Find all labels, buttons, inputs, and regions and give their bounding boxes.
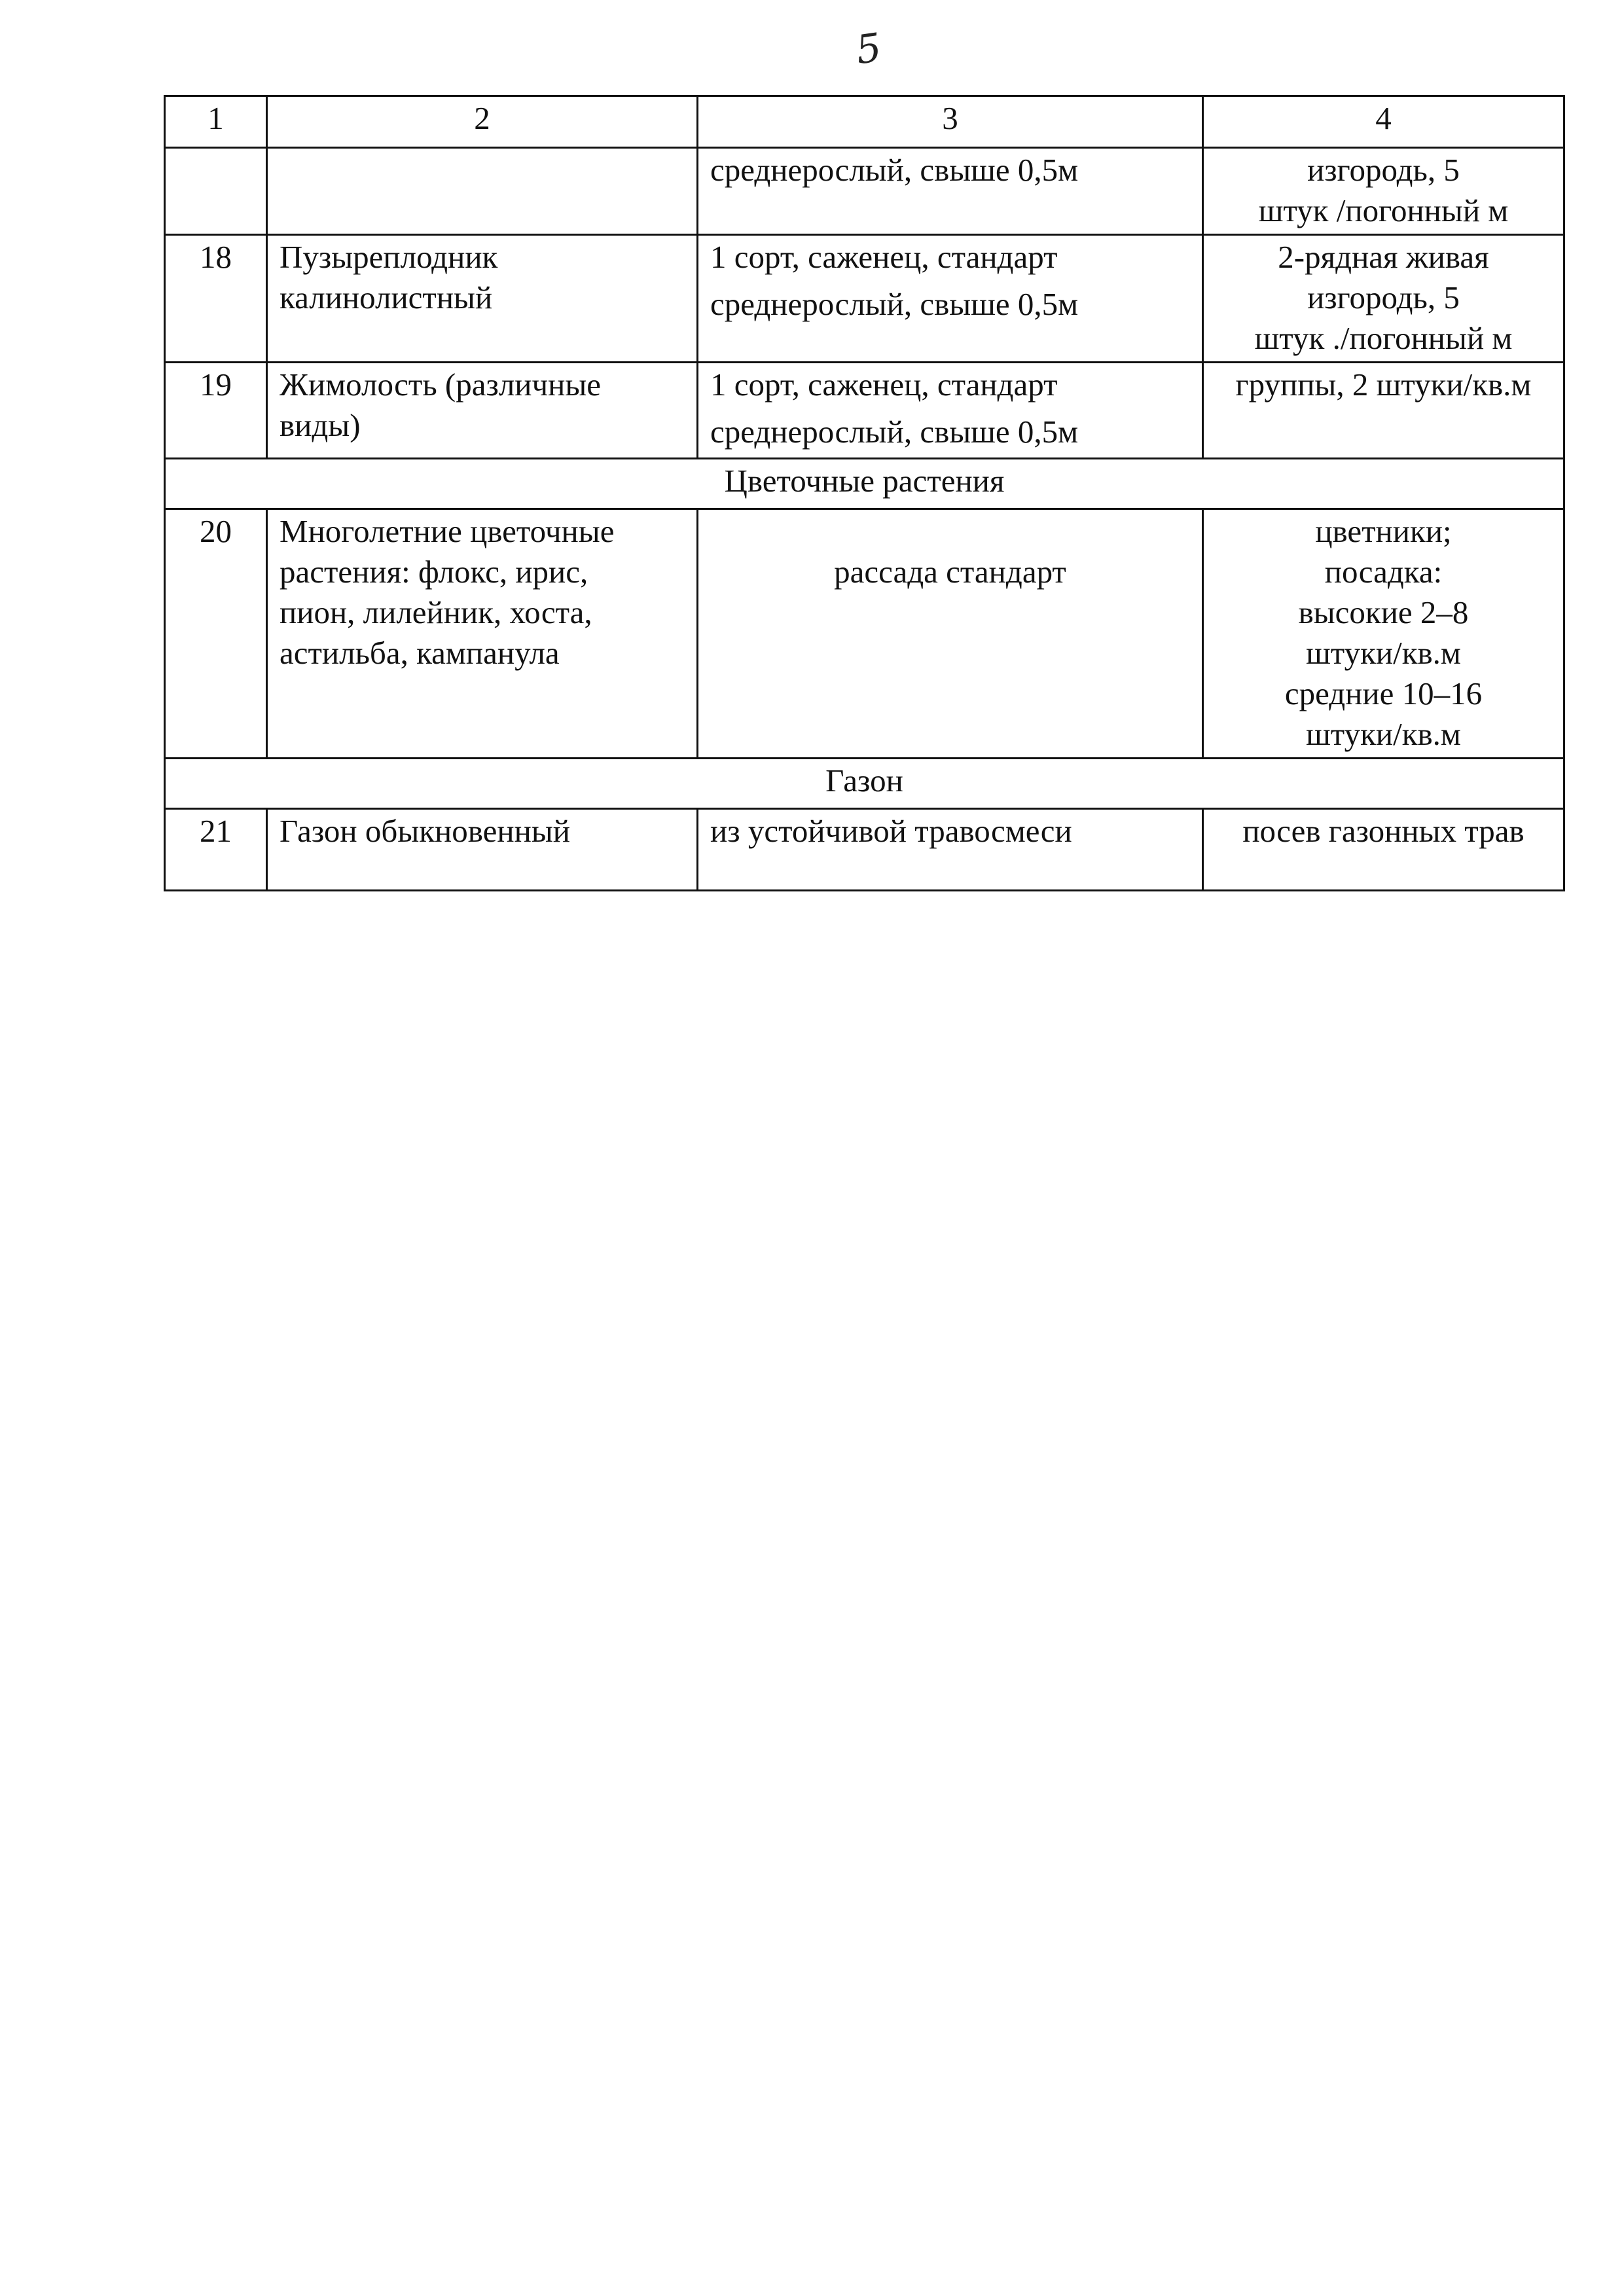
plant-name-cell: Газон обыкновенный — [267, 809, 698, 891]
plants-table — [164, 95, 1565, 891]
plant-name-cell — [267, 509, 698, 759]
placement-line: 2-рядная живая — [1278, 239, 1489, 275]
placement-line: средние 10–16 — [1284, 675, 1483, 711]
table-header-row — [165, 96, 1564, 148]
spec-cell — [698, 235, 1203, 363]
placement-line: цветники; — [1315, 513, 1452, 549]
placement-line: штуки/кв.м — [1306, 716, 1461, 752]
spec-line: 1 сорт, саженец, стандарт — [710, 239, 1058, 275]
placement-line: штук ./погонный м — [1254, 320, 1513, 356]
page-number: 5 — [853, 24, 884, 74]
spec-line: среднерослый, свыше 0,5м — [710, 414, 1079, 450]
name-line: Жимолость (различные — [280, 367, 602, 403]
name-line: растения: флокс, ирис, — [280, 554, 588, 590]
section-heading-row — [165, 459, 1564, 509]
spec-line: среднерослый, свыше 0,5м — [710, 286, 1079, 322]
name-line: астильба, кампанула — [280, 635, 560, 671]
placement-cell — [1203, 148, 1564, 235]
section-heading-row — [165, 759, 1564, 809]
name-line: виды) — [280, 407, 361, 443]
placement-line: изгородь, 5 — [1307, 152, 1460, 188]
placement-line: штуки/кв.м — [1306, 635, 1461, 671]
table-row — [165, 509, 1564, 759]
row-number-cell — [165, 148, 267, 235]
placement-cell: посев газонных трав — [1203, 809, 1564, 891]
section-heading-flowers: Цветочные растения — [165, 459, 1564, 509]
spec-cell: среднерослый, свыше 0,5м — [698, 148, 1203, 235]
header-cell: 4 — [1203, 96, 1564, 148]
placement-line: штук /погонный м — [1258, 192, 1509, 228]
plant-name-cell — [267, 235, 698, 363]
row-number-cell: 20 — [165, 509, 267, 759]
spec-cell: из устойчивой травосмеси — [698, 809, 1203, 891]
header-cell: 1 — [165, 96, 267, 148]
plant-name-cell — [267, 148, 698, 235]
table-row — [165, 148, 1564, 235]
spec-line: 1 сорт, саженец, стандарт — [710, 367, 1058, 403]
header-cell: 2 — [267, 96, 698, 148]
row-number-cell: 19 — [165, 363, 267, 459]
placement-line: посадка: — [1324, 554, 1443, 590]
spec-line: рассада стандарт — [834, 554, 1066, 590]
plant-name-cell — [267, 363, 698, 459]
row-number-cell: 18 — [165, 235, 267, 363]
name-line: калинолистный — [280, 279, 493, 315]
name-line: Пузыреплодник — [280, 239, 498, 275]
name-line: пион, лилейник, хоста, — [280, 594, 592, 630]
header-cell: 3 — [698, 96, 1203, 148]
row-number-cell: 21 — [165, 809, 267, 891]
name-line: Многолетние цветочные — [280, 513, 615, 549]
placement-line: высокие 2–8 — [1298, 594, 1469, 630]
placement-cell — [1203, 363, 1564, 459]
placement-cell — [1203, 235, 1564, 363]
spec-cell — [698, 363, 1203, 459]
table-row — [165, 235, 1564, 363]
placement-line: изгородь, 5 — [1307, 279, 1460, 315]
placement-cell — [1203, 509, 1564, 759]
spec-cell — [698, 509, 1203, 759]
section-heading-lawn: Газон — [165, 759, 1564, 809]
placement-line: группы, 2 штуки/кв.м — [1235, 367, 1532, 403]
table-row — [165, 809, 1564, 891]
table-row — [165, 363, 1564, 459]
